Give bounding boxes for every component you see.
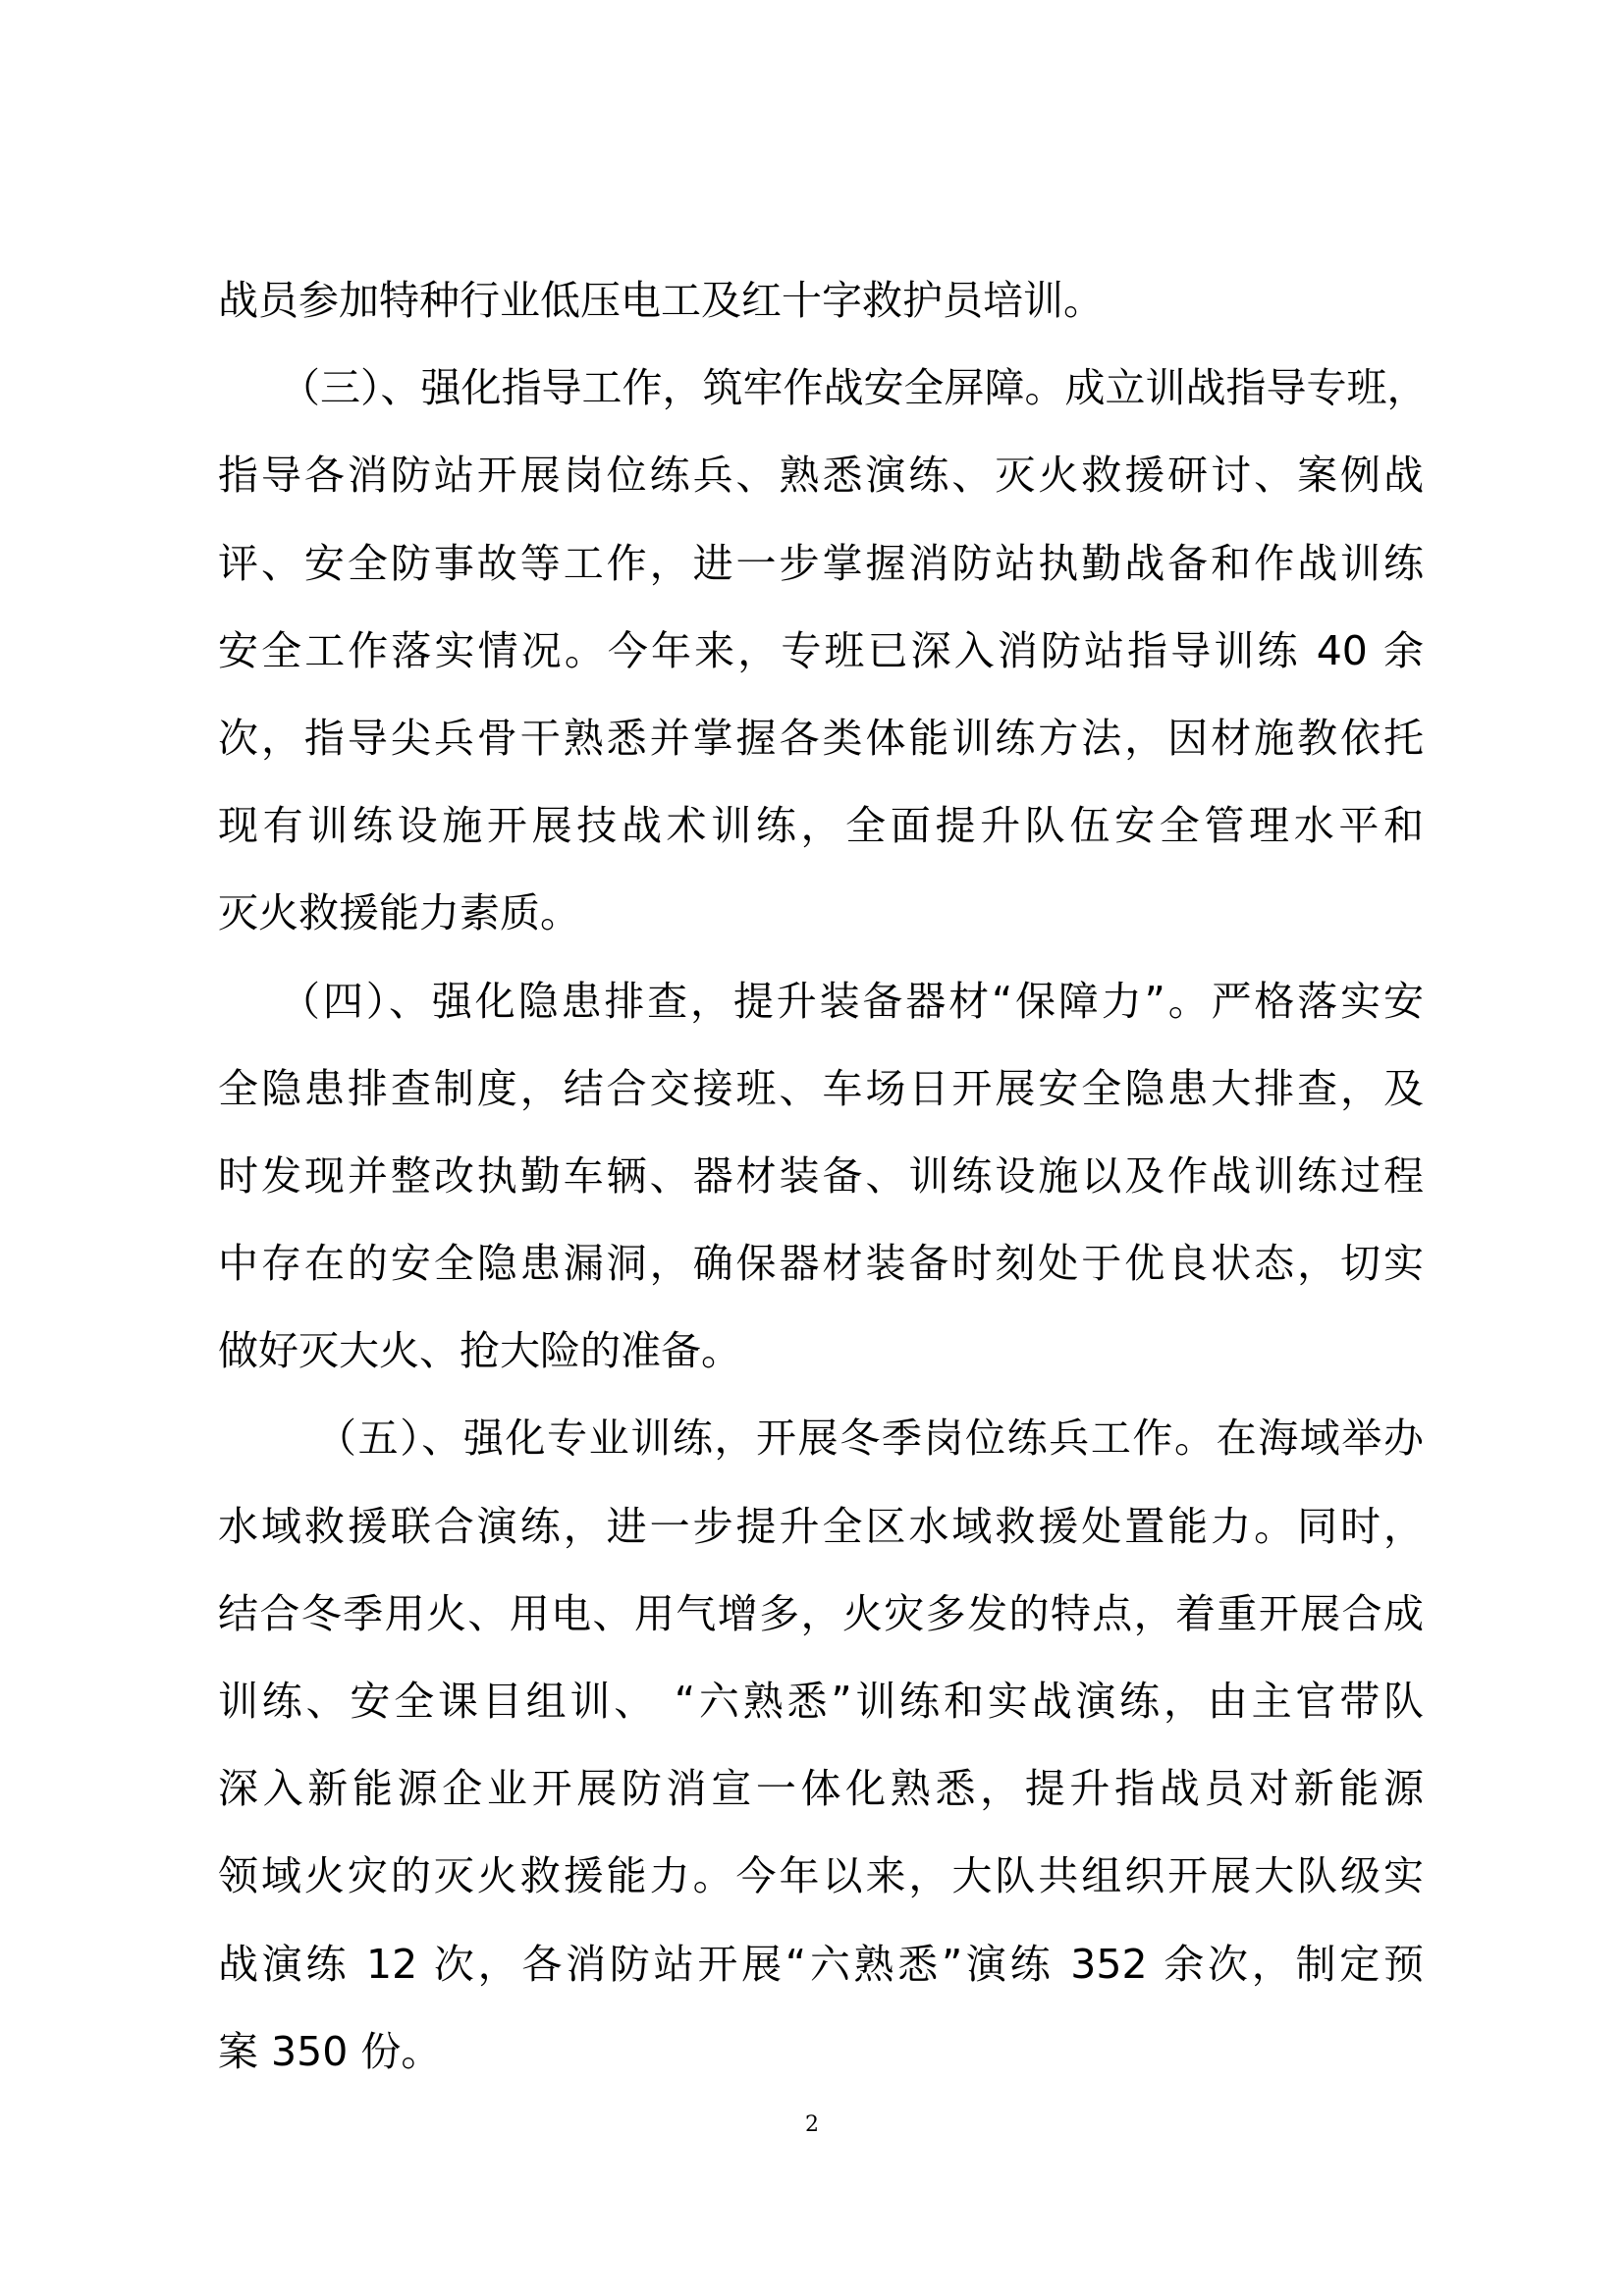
text-line: 战演练 12 次，各消防站开展“六熟悉”演练 352 余次，制定预 — [218, 1940, 1424, 1988]
text-line: 战员参加特种行业低压电工及红十字救护员培训。 — [218, 277, 1104, 324]
paragraph — [218, 257, 1424, 345]
document-body — [218, 257, 1428, 2096]
text-line: 指导各消防站开展岗位练兵、熟悉演练、灭火救援研讨、案例战 — [218, 452, 1424, 500]
text-line: （五）、强化专业训练，开展冬季岗位练兵工作。在海域举办 — [316, 1415, 1424, 1463]
paragraph — [218, 958, 1424, 1396]
paragraph — [218, 1395, 1424, 2096]
text-line: 全隐患排查制度，结合交接班、车场日开展安全隐患大排查，及 — [218, 1064, 1424, 1112]
text-line: 结合冬季用火、用电、用气增多，火灾多发的特点，着重开展合成 — [218, 1589, 1424, 1637]
text-line: 现有训练设施开展技战术训练，全面提升队伍安全管理水平和 — [218, 802, 1424, 850]
text-line: 水域救援联合演练，进一步提升全区水域救援处置能力。同时， — [218, 1502, 1424, 1550]
paragraph — [218, 345, 1428, 957]
text-line: 灭火救援能力素质。 — [218, 889, 580, 937]
text-line: 时发现并整改执勤车辆、器材装备、训练设施以及作战训练过程 — [218, 1151, 1424, 1200]
text-line: 做好灭大火、抢大险的准备。 — [218, 1327, 741, 1375]
text-line: 深入新能源企业开展防消宣一体化熟悉，提升指战员对新能源 — [218, 1765, 1424, 1813]
text-line: （四）、强化隐患排查，提升装备器材“保障力”。严格落实安 — [280, 977, 1424, 1025]
text-line: 中存在的安全隐患漏洞，确保器材装备时刻处于优良状态，切实 — [218, 1240, 1424, 1288]
text-line: 安全工作落实情况。今年来，专班已深入消防站指导训练 40 余 — [218, 626, 1424, 674]
page-number: 2 — [805, 2112, 819, 2137]
text-line: 评、安全防事故等工作，进一步掌握消防站执勤战备和作战训练 — [218, 539, 1424, 587]
text-line: 次，指导尖兵骨干熟悉并掌握各类体能训练方法，因材施教依托 — [218, 714, 1424, 762]
text-line: 案 350 份。 — [218, 2027, 442, 2075]
text-line: 领域火灾的灭火救援能力。今年以来，大队共组织开展大队级实 — [218, 1852, 1424, 1900]
text-line: （三）、强化指导工作，筑牢作战安全屏障。成立训战指导专班， — [280, 364, 1428, 412]
text-line: 训练、安全课目组训、 “六熟悉”训练和实战演练，由主官带队 — [218, 1678, 1424, 1725]
